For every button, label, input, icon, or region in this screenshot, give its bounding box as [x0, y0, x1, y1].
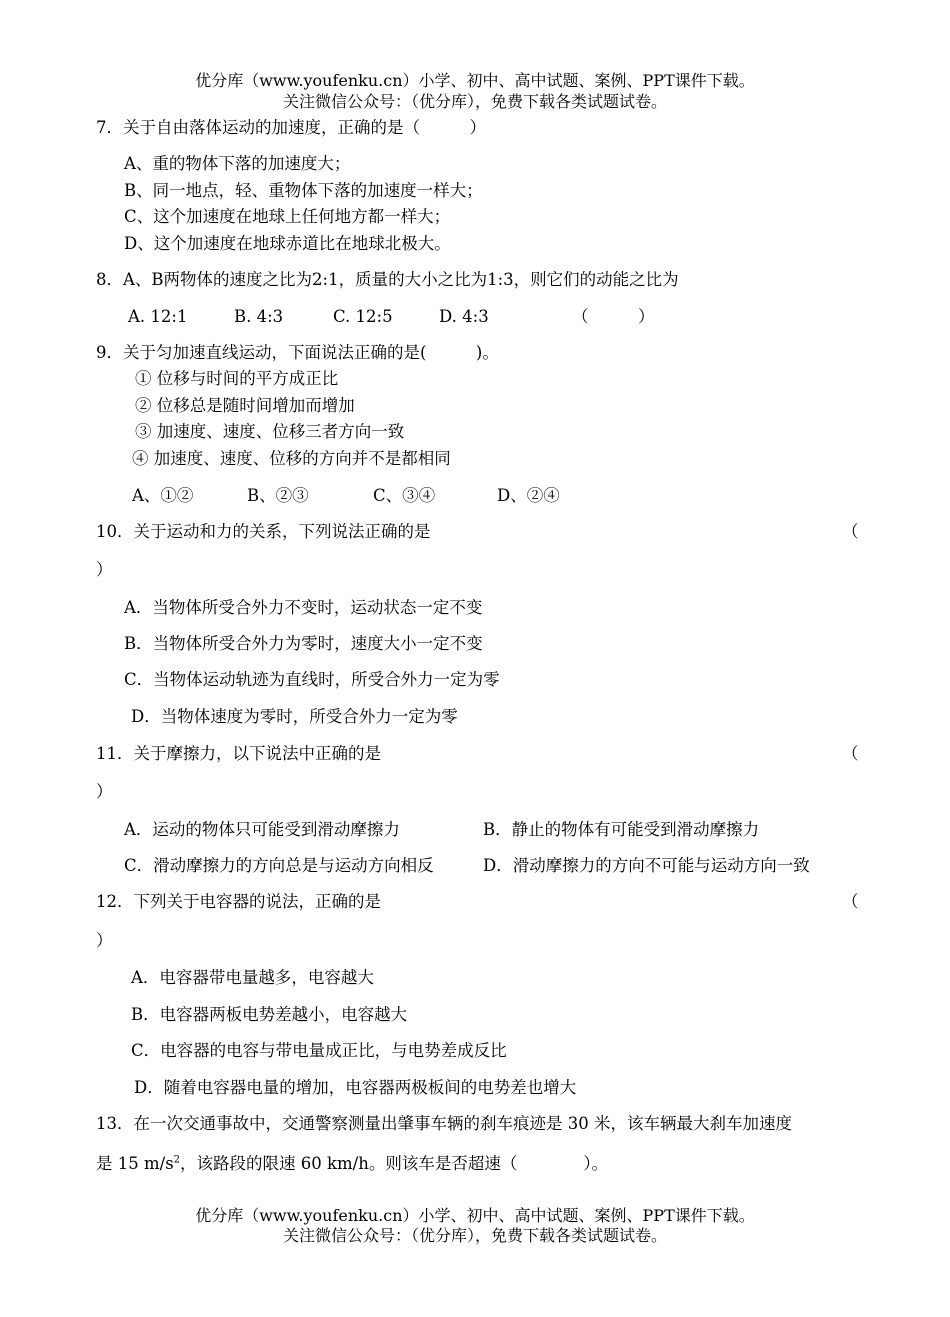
q11-paren-open: （ — [842, 744, 859, 763]
q8-option-c: C. 12:5 — [333, 307, 393, 326]
q8-answer-blank: （ ） — [572, 307, 655, 326]
q12-option-b: B．电容器两板电势差越小，电容越大 — [131, 1005, 408, 1024]
q9-stem: 9．关于匀加速直线运动，下面说法正确的是( )。 — [96, 343, 499, 362]
q12-paren-close: ） — [96, 931, 113, 950]
q9-option-a: A、①② — [132, 486, 194, 505]
footer-line-1: 优分库（www.youfenku.cn）小学、初中、高中试题、案例、PPT课件下载。 — [195, 1206, 755, 1225]
q10-option-a: A．当物体所受合外力不变时，运动状态一定不变 — [124, 598, 483, 617]
footer-line-2: 关注微信公众号：（优分库），免费下载各类试题试卷。 — [282, 1226, 667, 1245]
q12-option-d: D．随着电容器电量的增加，电容器两极板间的电势差也增大 — [134, 1078, 577, 1097]
q12-option-a: A．电容器带电量越多，电容越大 — [131, 968, 374, 987]
q13-line-2-pre: 是 15 m/s — [96, 1154, 174, 1173]
q11-option-c: C．滑动摩擦力的方向总是与运动方向相反 — [124, 856, 434, 875]
q7-option-d: D、这个加速度在地球赤道比在地球北极大。 — [124, 234, 451, 253]
q9-statement-3: ③ 加速度、速度、位移三者方向一致 — [135, 422, 405, 441]
q13-exponent: 2 — [173, 1154, 181, 1166]
header-line-2: 关注微信公众号：（优分库），免费下载各类试题试卷。 — [282, 92, 667, 111]
q9-statement-2: ② 位移总是随时间增加而增加 — [135, 396, 355, 415]
q9-statement-4: ④ 加速度、速度、位移的方向并不是都相同 — [132, 449, 451, 468]
header-line-1: 优分库（www.youfenku.cn）小学、初中、高中试题、案例、PPT课件下载。 — [195, 71, 755, 90]
q7-option-b: B、同一地点，轻、重物体下落的加速度一样大； — [124, 181, 483, 200]
q8-option-a: A. 12:1 — [128, 307, 188, 326]
q10-option-b: B．当物体所受合外力为零时，速度大小一定不变 — [124, 634, 483, 653]
q10-paren-open: （ — [842, 522, 859, 541]
q13-line-2 — [96, 1153, 608, 1175]
q11-option-b: B．静止的物体有可能受到滑动摩擦力 — [483, 820, 760, 839]
q12-stem: 12．下列关于电容器的说法，正确的是 — [96, 892, 381, 911]
q12-paren-open: （ — [842, 892, 859, 911]
q8-option-b: B. 4:3 — [234, 307, 284, 326]
q7-stem: 7．关于自由落体运动的加速度，正确的是（ ） — [96, 118, 486, 137]
q11-option-d: D．滑动摩擦力的方向不可能与运动方向一致 — [483, 856, 810, 875]
q9-option-b: B、②③ — [247, 486, 309, 505]
q11-stem: 11．关于摩擦力，以下说法中正确的是 — [96, 744, 381, 763]
q7-option-a: A、重的物体下落的加速度大； — [124, 154, 351, 173]
q8-option-d: D. 4:3 — [439, 307, 489, 326]
q12-option-c: C．电容器的电容与带电量成正比，与电势差成反比 — [131, 1041, 507, 1060]
q11-paren-close: ） — [96, 782, 113, 801]
q7-option-c: C、这个加速度在地球上任何地方都一样大； — [124, 207, 451, 226]
q10-stem: 10．关于运动和力的关系，下列说法正确的是 — [96, 522, 431, 541]
q9-option-c: C、③④ — [373, 486, 436, 505]
q10-option-c: C．当物体运动轨迹为直线时，所受合外力一定为零 — [124, 670, 500, 689]
q13-line-2-post: ，该路段的限速 60 km/h。则该车是否超速（ ）。 — [180, 1154, 609, 1173]
q11-option-a: A．运动的物体只可能受到滑动摩擦力 — [124, 820, 400, 839]
q8-stem: 8．A、B两物体的速度之比为2:1，质量的大小之比为1:3，则它们的动能之比为 — [96, 270, 679, 289]
q10-paren-close: ） — [96, 560, 113, 579]
q9-option-d: D、②④ — [497, 486, 560, 505]
q10-option-d: D．当物体速度为零时，所受合外力一定为零 — [131, 707, 458, 726]
q13-line-1: 13．在一次交通事故中，交通警察测量出肇事车辆的刹车痕迹是 30 米，该车辆最大刹车加速度 — [96, 1114, 792, 1133]
q9-statement-1: ① 位移与时间的平方成正比 — [135, 369, 339, 388]
